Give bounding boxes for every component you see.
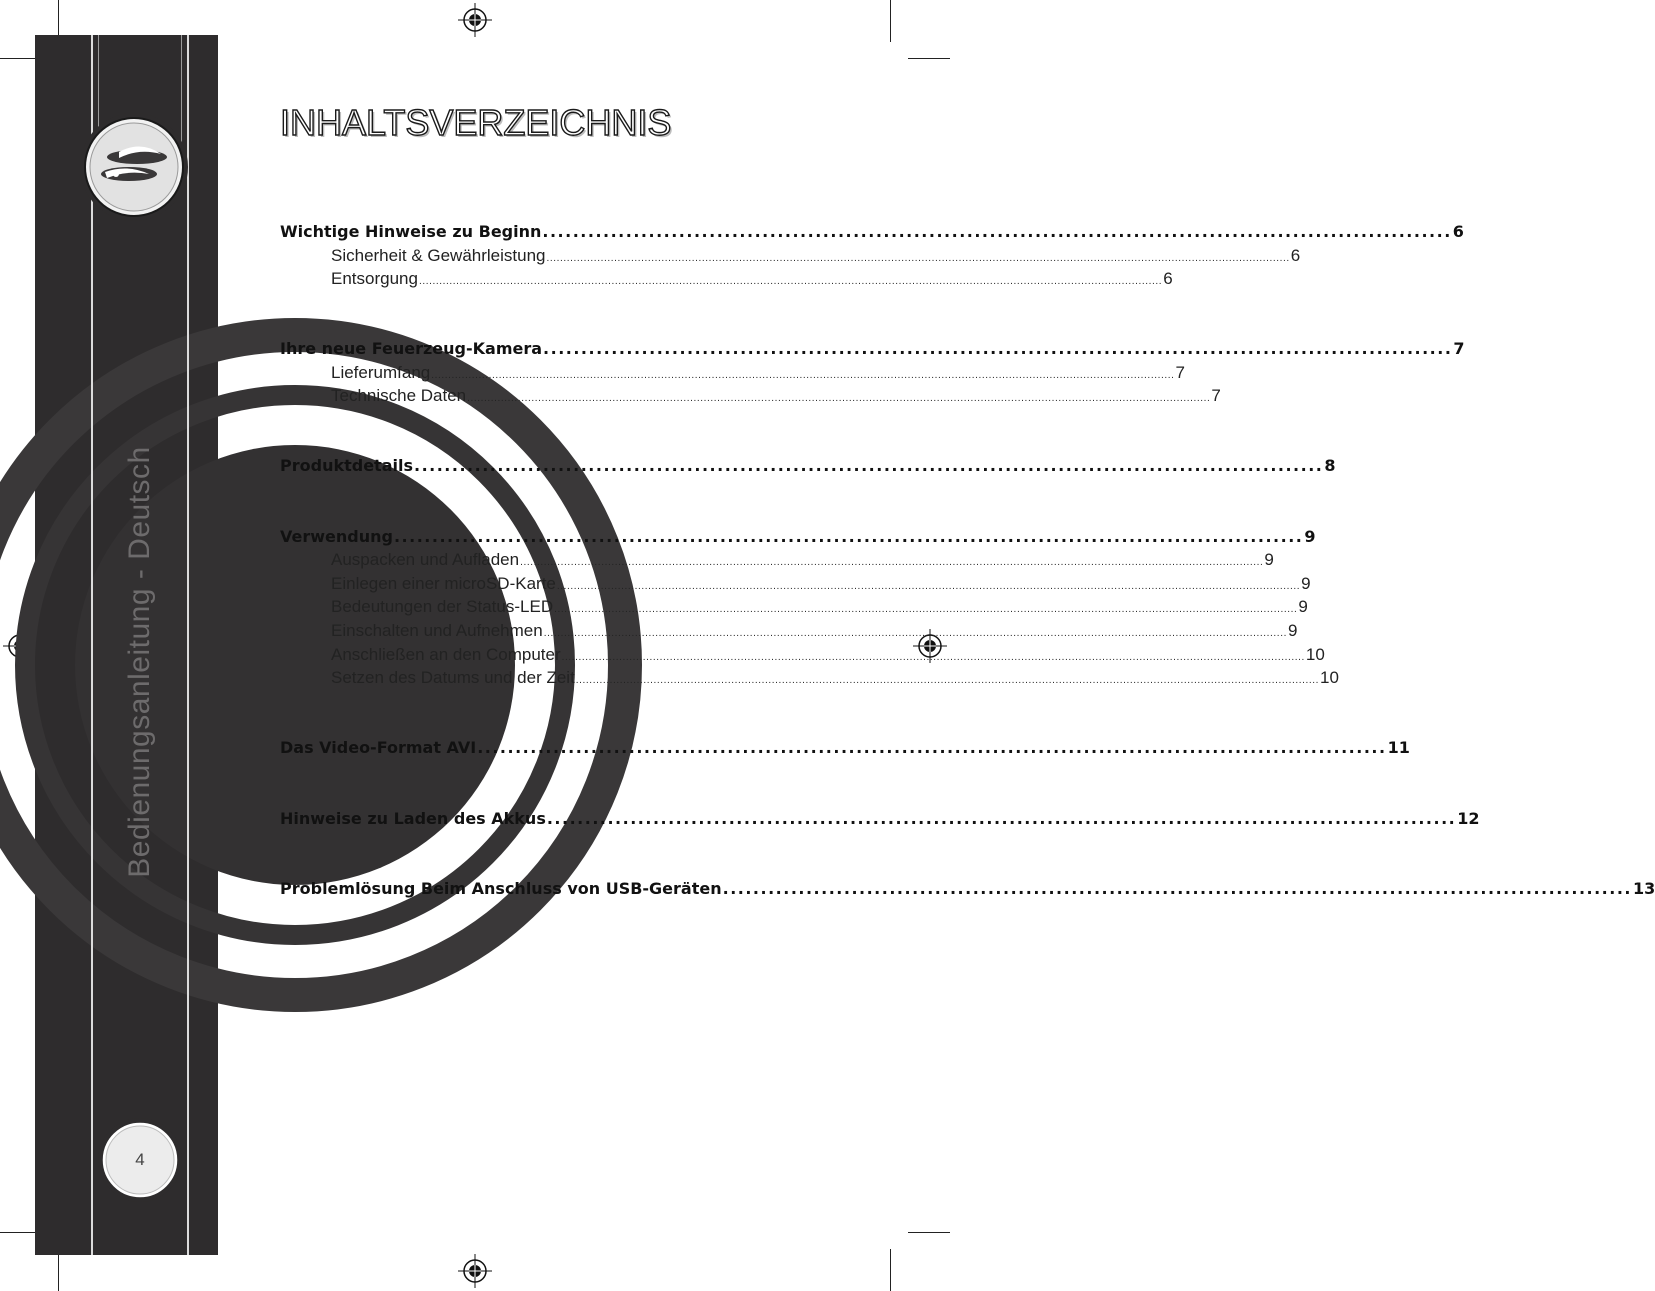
toc-subsection [280,621,1298,641]
toc-dot-leader: ............................................................................................................................................................................................................................ [431,370,1175,381]
toc-page-number: 9 [1304,527,1316,546]
toc-page-number: 10 [1305,645,1325,664]
page-number: 4 [135,1150,145,1169]
toc-section [280,339,1465,358]
toc-entry-label: Ihre neue Feuerzeug-Kamera [280,339,543,358]
toc-page-number: 11 [1387,738,1410,757]
toc-subsection [280,668,1339,688]
toc-subsection [280,246,1301,266]
toc-page-number: 7 [1211,386,1221,405]
toc-subsection [280,269,1173,289]
toc-dot-leader: ............................................................................................................................................................................................................................ [520,557,1264,568]
toc-section [280,738,1410,757]
toc-page-number: 9 [1298,597,1308,616]
toc-entry-label: Wichtige Hinweise zu Beginn [280,222,542,241]
toc-page-number: 9 [1264,550,1274,569]
toc-entry-label: Bedeutungen der Status-LED [331,597,554,616]
toc-subsection [280,386,1221,406]
toc-entry-label: Lieferumfang [331,363,431,382]
toc-dot-leader: ........................................................................................................................ [477,738,1387,757]
toc-subsection [280,550,1274,570]
toc-section [280,809,1480,828]
toc-section [280,879,1655,898]
toc-dot-leader: ........................................................................................................................ [546,809,1457,828]
toc-dot-leader: ........................................................................................................................ [543,339,1453,358]
toc-page-number: 8 [1324,456,1336,475]
toc-entry-label: Sicherheit & Gewährleistung [331,246,546,265]
toc-dot-leader: ............................................................................................................................................................................................................................ [546,253,1290,264]
toc-page-number: 7 [1175,363,1185,382]
registration-mark-icon [458,3,492,37]
toc-entry-label: Produktdetails [280,456,413,475]
toc-page-number: 9 [1287,621,1298,640]
toc-entry-label: Auspacken und Aufladen [331,550,520,569]
vertical-title: Bedienungsanleitung - Deutsch [123,446,156,878]
toc-page-number: 7 [1453,339,1465,358]
toc-dot-leader: ............................................................................................................................................................................................................................ [543,628,1287,639]
toc-entry-label: Das Video-Format AVI [280,738,477,757]
toc-subsection [280,597,1308,617]
toc-entry-label: Hinweise zu Laden des Akkus [280,809,546,828]
toc-page-number: 12 [1457,809,1480,828]
toc-page-number: 6 [1290,246,1301,265]
page-title: INHALTSVERZEICHNIS [280,102,672,143]
toc-entry-label: Einschalten und Aufnehmen [331,621,543,640]
toc-entry-label: Setzen des Datums und der Zeit [331,668,575,687]
toc-page-number: 9 [1301,574,1311,593]
toc-dot-leader: ........................................................................................................................ [413,456,1324,475]
toc-dot-leader: ............................................................................................................................................................................................................................ [556,581,1301,592]
toc-section [280,222,1464,241]
brand-logo-icon [79,112,189,222]
toc-subsection [280,645,1325,665]
toc-entry-label: Verwendung [280,527,393,546]
toc-dot-leader: ............................................................................................................................................................................................................................ [554,604,1298,615]
toc-dot-leader: ........................................................................................................................ [542,222,1452,241]
toc-dot-leader: ........................................................................................................................ [393,527,1304,546]
toc-page-number: 13 [1632,879,1655,898]
toc-entry-label: Technische Daten [331,386,467,405]
toc-dot-leader: ........................................................................................................................ [722,879,1632,898]
toc-page-number: 10 [1320,668,1339,687]
toc-section [280,456,1336,475]
toc-entry-label: Einlegen einer microSD-Karte [331,574,556,593]
toc-entry-label: Problemlösung Beim Anschluss von USB-Geräten [280,879,722,898]
toc-dot-leader: ............................................................................................................................................................................................................................ [467,393,1211,404]
registration-mark-icon [458,1254,492,1288]
toc-section [280,527,1316,546]
toc-subsection [280,574,1311,594]
toc-dot-leader: ............................................................................................................................................................................................................................ [418,276,1163,287]
toc-page-number: 6 [1163,269,1173,288]
toc-page-number: 6 [1452,222,1464,241]
toc-subsection [280,363,1185,383]
toc-entry-label: Entsorgung [331,269,418,288]
toc-dot-leader: ............................................................................................................................................................................................................................ [561,652,1305,663]
toc-entry-label: Anschließen an den Computer [331,645,561,664]
toc-dot-leader: ............................................................................................................................................................................................................................ [575,675,1320,686]
